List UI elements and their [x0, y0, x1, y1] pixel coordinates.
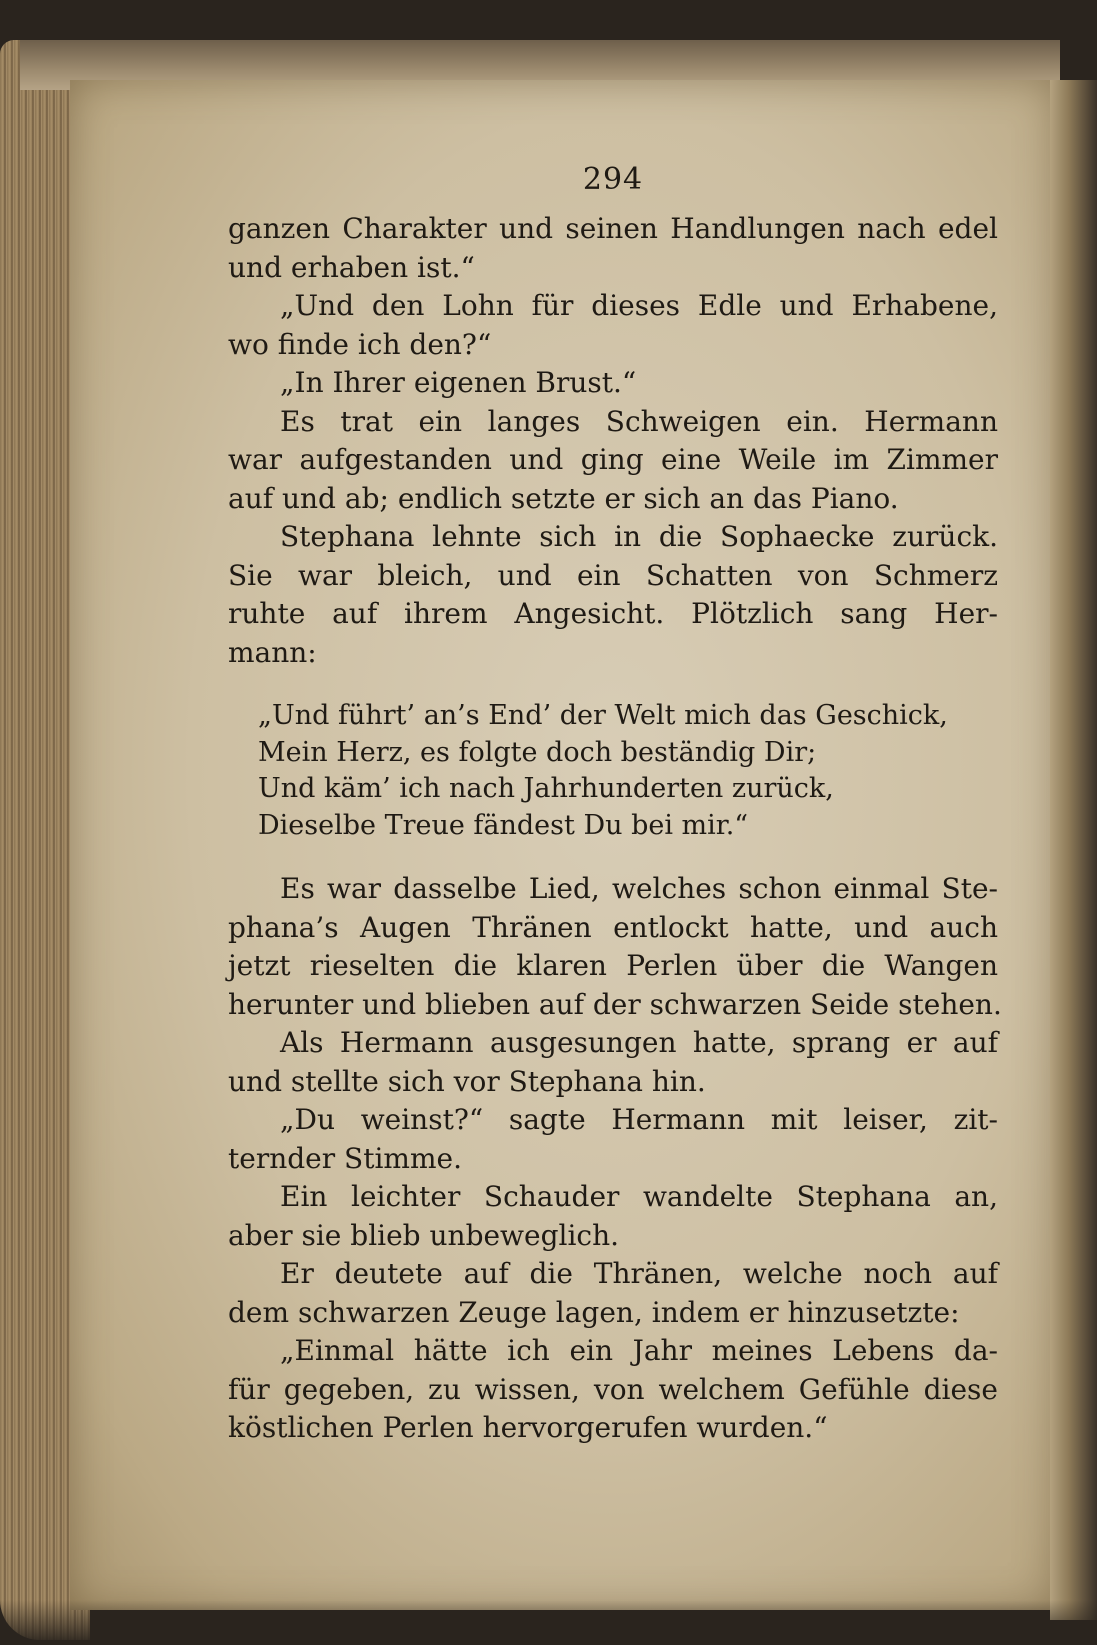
text-line: ganzen Charakter und seinen Handlungen nach edel — [228, 212, 998, 245]
text-line: und stellte sich vor Stephana hin. — [228, 1064, 706, 1098]
text-line: köstlichen Perlen hervorgerufen wurden.“ — [228, 1411, 828, 1444]
verse-line: Mein Herz, es folgte doch beständig Dir; — [258, 736, 817, 768]
paragraph — [228, 364, 998, 403]
text-line: und erhaben ist.“ — [228, 250, 475, 284]
paragraph — [228, 210, 998, 287]
page-number: 294 — [582, 162, 644, 197]
text-line: wo finde ich den?“ — [228, 327, 492, 361]
text-line: ruhte auf ihrem Angesicht. Plötzlich sang Her- — [228, 597, 998, 630]
text-line: jetzt rieselten die klaren Perlen über die Wangen — [228, 949, 998, 982]
paragraph — [228, 1024, 998, 1101]
text-line: Ein leichter Schauder wandelte Stephana an, — [280, 1180, 998, 1213]
verse-line: Und käm’ ich nach Jahrhunderten zurück, — [258, 773, 834, 804]
text-line: Sie war bleich, und ein Schatten von Schmerz — [228, 558, 998, 592]
text-line: dem schwarzen Zeuge lagen, indem er hinzusetzte: — [228, 1295, 960, 1329]
text-line: Er deutete auf die Thränen, welche noch auf — [280, 1257, 998, 1290]
paragraph — [228, 1255, 998, 1332]
paragraph — [228, 403, 998, 519]
verse-line: Dieselbe Treue fändest Du bei mir.“ — [258, 809, 749, 841]
text-line: auf und ab; endlich setzte er sich an das Piano. — [228, 481, 899, 515]
text-line: „Einmal hätte ich ein Jahr meines Lebens da- — [280, 1334, 998, 1367]
paragraph — [228, 1178, 998, 1255]
paragraph — [228, 518, 998, 672]
text-line: Als Hermann ausgesungen hatte, sprang er auf — [280, 1026, 998, 1059]
paragraph — [228, 1101, 998, 1178]
text-line: aber sie blieb unbeweglich. — [228, 1218, 620, 1252]
text-line: für gegeben, zu wissen, von welchem Gefühle diese — [228, 1372, 998, 1406]
text-line: Es trat ein langes Schweigen ein. Hermann — [280, 404, 998, 438]
text-line: ternder Stimme. — [228, 1141, 462, 1175]
text-line: Es war dasselbe Lied, welches schon einmal Ste- — [280, 872, 998, 905]
binding-gutter — [1050, 80, 1097, 1620]
page-text — [228, 160, 1002, 1448]
paragraph — [228, 1332, 998, 1448]
paragraph — [228, 287, 998, 364]
text-line: herunter und blieben auf der schwarzen Seide stehen. — [228, 987, 1002, 1021]
text-line: „Du weinst?“ sagte Hermann mit leiser, zit- — [280, 1103, 998, 1136]
verse-spacer — [228, 844, 998, 870]
text-line: war aufgestanden und ging eine Weile im Zimmer — [228, 443, 998, 476]
text-line: phana’s Augen Thränen entlockt hatte, und auch — [228, 910, 998, 944]
text-line: mann: — [228, 635, 317, 669]
verse-spacer — [228, 672, 998, 698]
text-line: „Und den Lohn für dieses Edle und Erhabene, — [280, 289, 998, 322]
bottom-shadow — [0, 1600, 1097, 1645]
verse-line: „Und führt’ an’s End’ der Welt mich das Geschick, — [258, 700, 948, 731]
text-line: Stephana lehnte sich in die Sophaecke zurück. — [280, 520, 998, 553]
text-line: „In Ihrer eigenen Brust.“ — [280, 366, 637, 399]
verse-block — [228, 698, 998, 844]
paragraph — [228, 870, 1002, 1024]
